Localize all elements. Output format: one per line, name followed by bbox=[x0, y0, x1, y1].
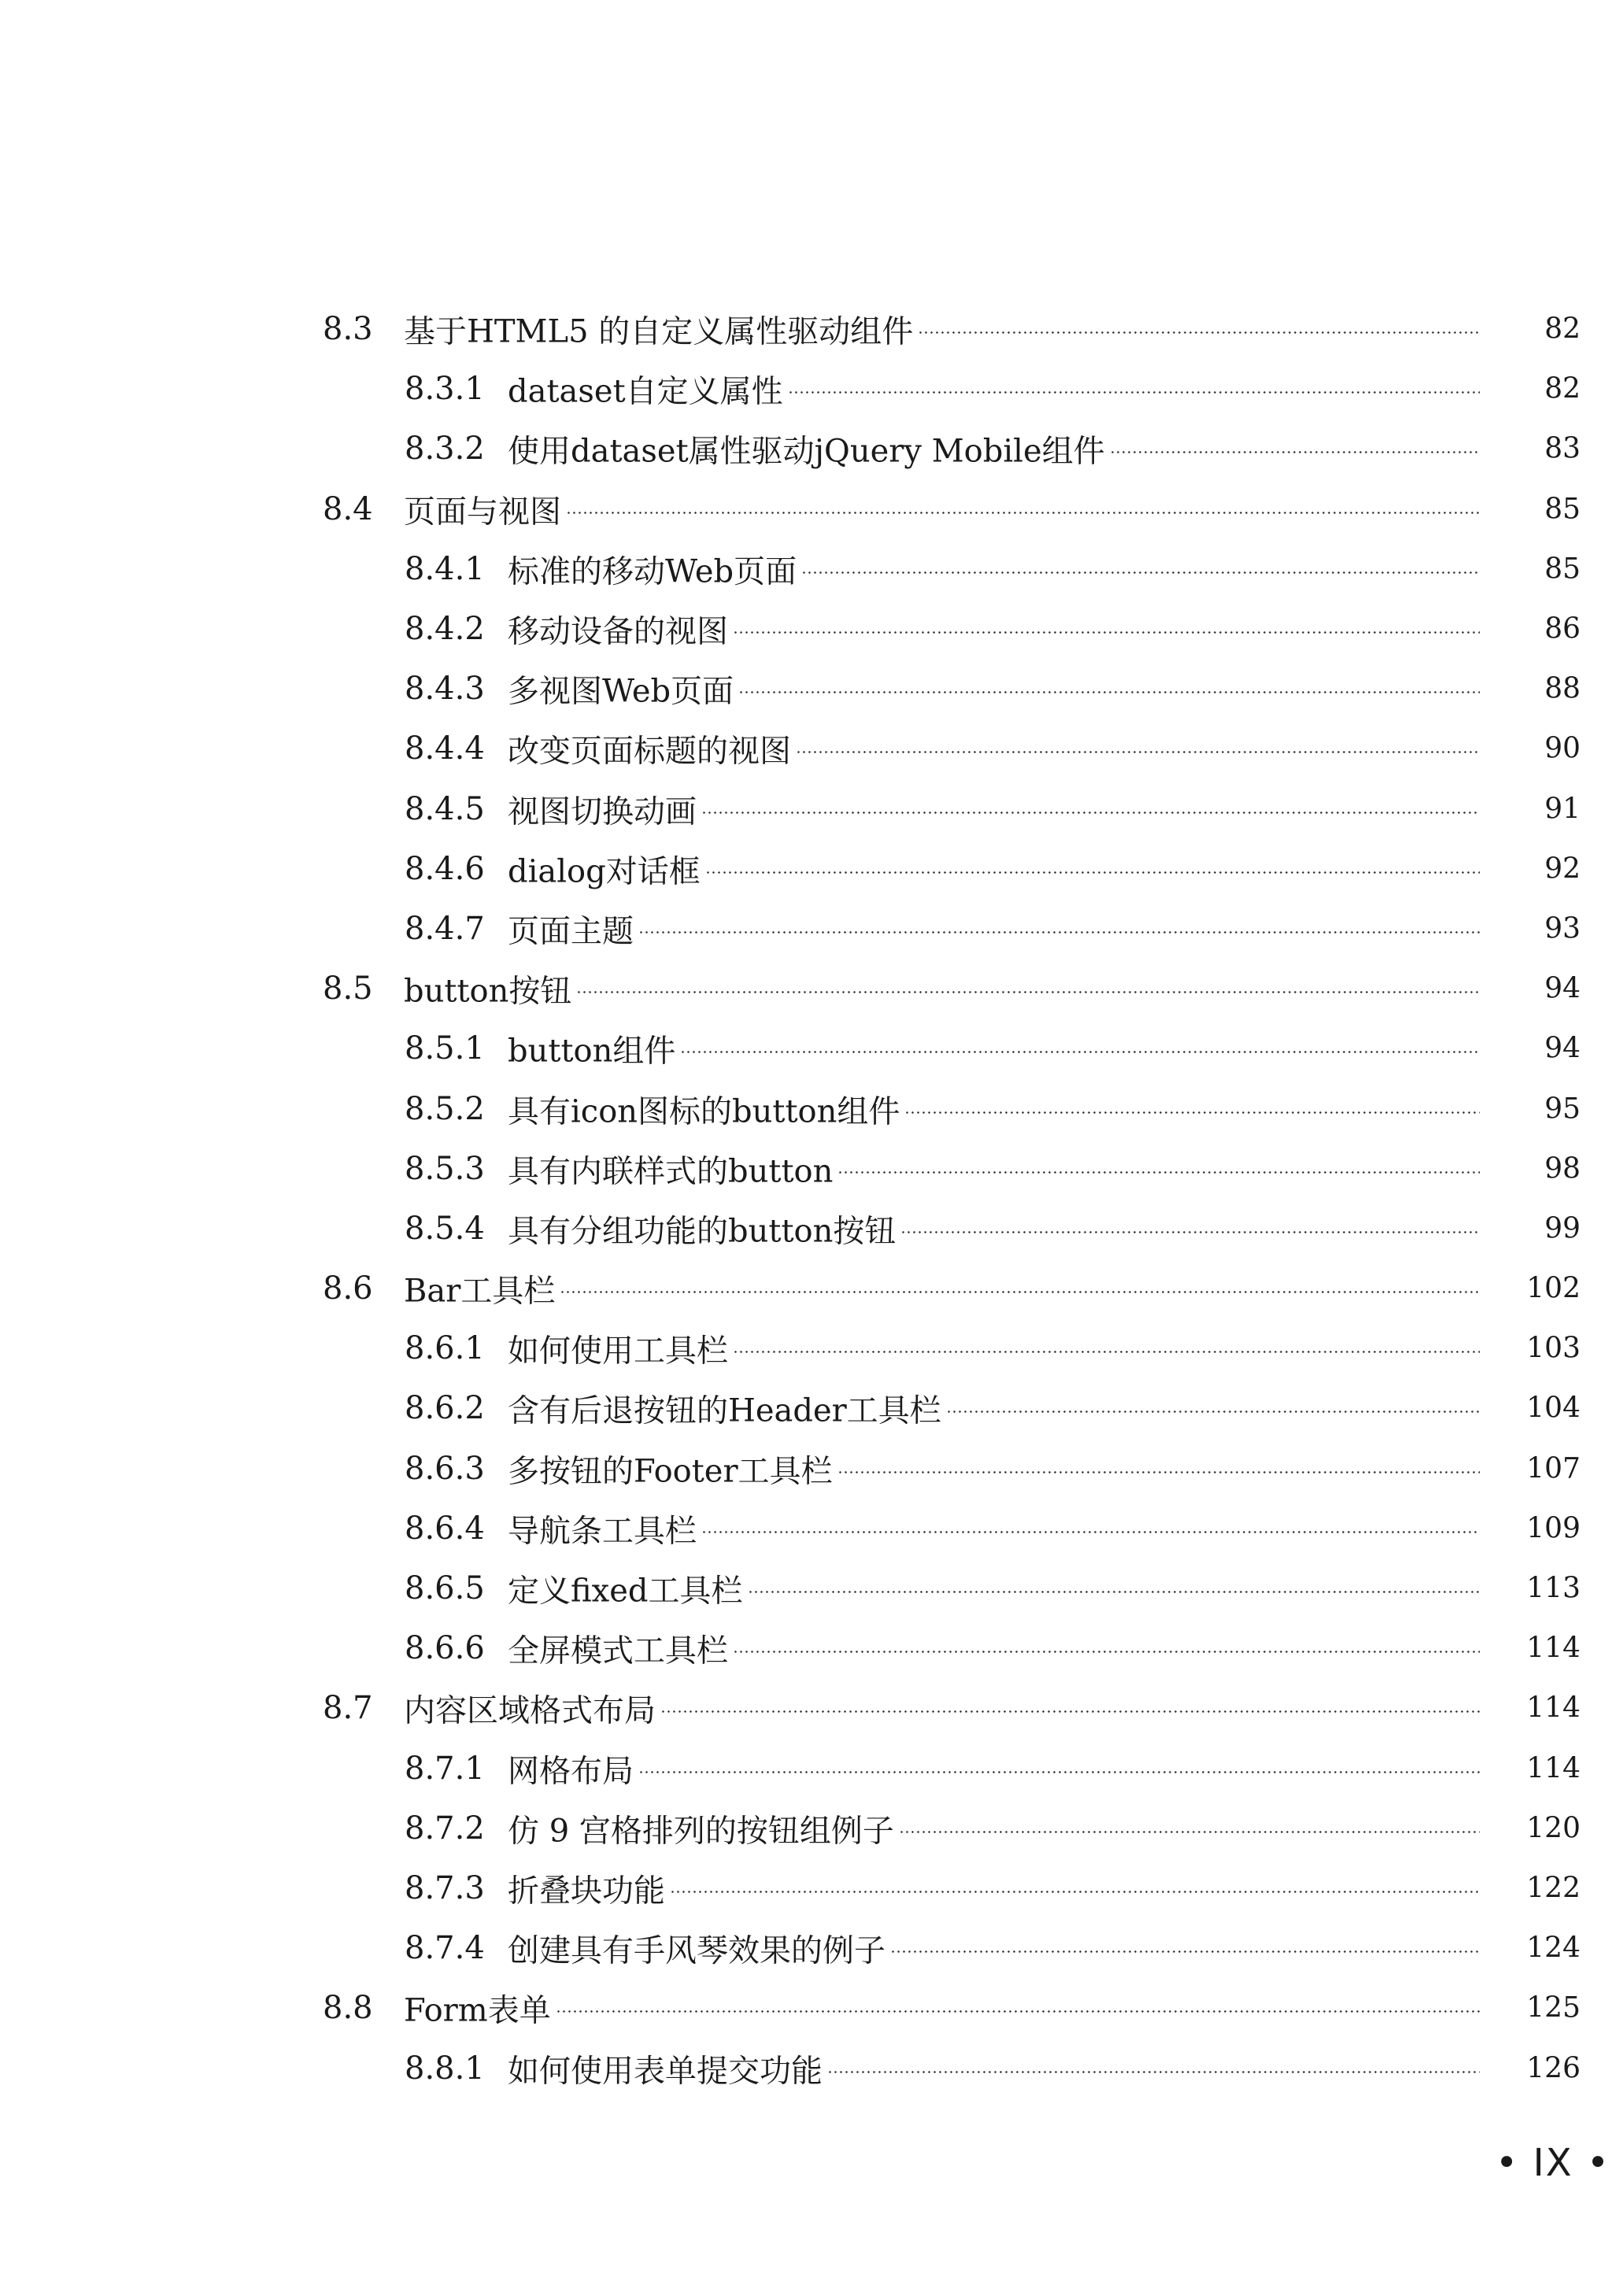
toc-entry-page-number: 107 bbox=[1526, 1452, 1581, 1485]
toc-entry-page-number: 82 bbox=[1544, 312, 1581, 346]
toc-subsection-entry bbox=[0, 599, 1612, 659]
toc-entry-number: 8.6.6 bbox=[405, 1630, 485, 1667]
toc-entry-title: 如何使用表单提交功能 bbox=[508, 2053, 823, 2090]
toc-entry-page-number: 109 bbox=[1526, 1512, 1581, 1545]
toc-entry-number: 8.6.4 bbox=[405, 1510, 485, 1547]
toc-subsection-entry bbox=[0, 1618, 1612, 1678]
toc-entry-title: 仿 9 宫格排列的按钮组例子 bbox=[508, 1813, 894, 1850]
toc-subsection-entry bbox=[0, 1139, 1612, 1199]
toc-subsection-entry bbox=[0, 839, 1612, 899]
dot-leader bbox=[566, 498, 1480, 514]
dot-leader bbox=[576, 978, 1480, 993]
dot-leader bbox=[899, 1817, 1480, 1833]
toc-entry-number: 8.6.5 bbox=[405, 1570, 485, 1607]
toc-entry-number: 8.7.4 bbox=[405, 1930, 485, 1967]
toc-entry-page-number: 120 bbox=[1526, 1812, 1581, 1845]
toc-entry-page-number: 113 bbox=[1526, 1572, 1581, 1605]
dot-leader bbox=[890, 1937, 1480, 1953]
dot-leader bbox=[946, 1397, 1480, 1413]
toc-entry-title: 视图切换动画 bbox=[508, 793, 697, 830]
toc-entry-number: 8.5.4 bbox=[405, 1210, 485, 1247]
toc-entry-page-number: 114 bbox=[1526, 1691, 1581, 1725]
toc-entry-page-number: 114 bbox=[1526, 1752, 1581, 1785]
toc-subsection-entry bbox=[0, 1318, 1612, 1378]
toc-entry-number: 8.4.7 bbox=[405, 910, 485, 947]
toc-entry-title: 多按钮的Footer工具栏 bbox=[508, 1453, 833, 1490]
toc-entry-page-number: 99 bbox=[1544, 1212, 1581, 1245]
toc-subsection-entry bbox=[0, 1199, 1612, 1259]
toc-subsection-entry bbox=[0, 1799, 1612, 1858]
toc-entry-page-number: 88 bbox=[1544, 672, 1581, 705]
toc-entry-number: 8.4.4 bbox=[405, 730, 485, 767]
toc-entry-page-number: 86 bbox=[1544, 612, 1581, 645]
dot-leader bbox=[733, 618, 1480, 634]
toc-entry-page-number: 91 bbox=[1544, 793, 1581, 826]
dot-leader bbox=[918, 318, 1480, 334]
toc-section-entry bbox=[0, 1678, 1612, 1738]
toc-entry-page-number: 124 bbox=[1526, 1932, 1581, 1965]
toc-subsection-entry bbox=[0, 779, 1612, 839]
dot-leader bbox=[1110, 438, 1480, 453]
toc-entry-page-number: 82 bbox=[1544, 372, 1581, 405]
toc-entry-page-number: 103 bbox=[1526, 1332, 1581, 1365]
toc-entry-number: 8.8 bbox=[323, 1990, 373, 2027]
toc-entry-title: 网格布局 bbox=[508, 1753, 634, 1790]
toc-entry-page-number: 85 bbox=[1544, 493, 1581, 526]
dot-leader bbox=[660, 1697, 1480, 1713]
toc-entry-page-number: 85 bbox=[1544, 553, 1581, 586]
toc-subsection-entry bbox=[0, 539, 1612, 599]
toc-entry-page-number: 95 bbox=[1544, 1093, 1581, 1126]
dot-leader bbox=[556, 1997, 1480, 2013]
dot-leader bbox=[801, 558, 1480, 574]
toc-entry-number: 8.6.3 bbox=[405, 1450, 485, 1487]
toc-entry-title: 具有内联样式的button bbox=[508, 1153, 834, 1190]
dot-leader bbox=[733, 1637, 1480, 1653]
toc-section-entry bbox=[0, 959, 1612, 1019]
toc-subsection-entry bbox=[0, 1558, 1612, 1618]
toc-entry-number: 8.5.1 bbox=[405, 1030, 485, 1067]
dot-leader bbox=[827, 2058, 1480, 2073]
toc-entry-title: 如何使用工具栏 bbox=[508, 1333, 728, 1370]
dot-leader bbox=[638, 918, 1480, 934]
toc-subsection-entry bbox=[0, 359, 1612, 419]
dot-leader bbox=[837, 1458, 1480, 1473]
toc-entry-title: 折叠块功能 bbox=[508, 1873, 665, 1910]
toc-entry-number: 8.4.6 bbox=[405, 850, 485, 887]
dot-leader bbox=[701, 798, 1480, 814]
toc-entry-title: 多视图Web页面 bbox=[508, 673, 734, 710]
dot-leader bbox=[904, 1098, 1480, 1114]
toc-entry-number: 8.4.3 bbox=[405, 671, 485, 708]
toc-entry-title: 导航条工具栏 bbox=[508, 1513, 697, 1550]
toc-entry-page-number: 122 bbox=[1526, 1872, 1581, 1905]
toc-entry-number: 8.4.2 bbox=[405, 611, 485, 648]
toc-entry-number: 8.6.2 bbox=[405, 1390, 485, 1427]
dot-leader bbox=[788, 378, 1480, 394]
toc-entry-title: 含有后退按钮的Header工具栏 bbox=[508, 1392, 941, 1429]
toc-entry-number: 8.3.2 bbox=[405, 431, 485, 468]
toc-section-entry bbox=[0, 299, 1612, 359]
toc-subsection-entry bbox=[0, 1499, 1612, 1558]
toc-entry-title: button按钮 bbox=[404, 973, 572, 1010]
toc-entry-title: 改变页面标题的视图 bbox=[508, 733, 791, 770]
dot-leader bbox=[560, 1277, 1480, 1293]
toc-section-entry bbox=[0, 479, 1612, 539]
toc-entry-number: 8.6.1 bbox=[405, 1330, 485, 1367]
toc-subsection-entry bbox=[0, 1918, 1612, 1978]
toc-subsection-entry bbox=[0, 899, 1612, 959]
toc-entry-title: dialog对话框 bbox=[508, 853, 701, 890]
toc-entry-number: 8.7.3 bbox=[405, 1869, 485, 1906]
toc-section-entry bbox=[0, 1978, 1612, 2038]
toc-entry-page-number: 125 bbox=[1526, 1991, 1581, 2024]
dot-leader bbox=[733, 1337, 1480, 1353]
toc-entry-number: 8.3.1 bbox=[405, 371, 485, 408]
toc-entry-title: 页面主题 bbox=[508, 913, 634, 950]
toc-entry-number: 8.7 bbox=[323, 1690, 373, 1727]
dot-leader bbox=[738, 678, 1480, 693]
toc-subsection-entry bbox=[0, 1378, 1612, 1438]
table-of-contents bbox=[0, 299, 1612, 2098]
toc-entry-title: 内容区域格式布局 bbox=[404, 1692, 656, 1729]
toc-entry-number: 8.4 bbox=[323, 490, 373, 527]
dot-leader bbox=[705, 858, 1480, 874]
toc-entry-title: 全屏模式工具栏 bbox=[508, 1632, 728, 1669]
toc-entry-number: 8.5.2 bbox=[405, 1090, 485, 1127]
toc-entry-title: 移动设备的视图 bbox=[508, 613, 728, 650]
toc-entry-page-number: 102 bbox=[1526, 1272, 1581, 1305]
page-folio: • IX • bbox=[1496, 2141, 1611, 2185]
dot-leader bbox=[796, 738, 1480, 753]
toc-entry-title: 创建具有手风琴效果的例子 bbox=[508, 1932, 885, 1969]
toc-entry-title: Bar工具栏 bbox=[404, 1273, 556, 1310]
toc-entry-number: 8.5.3 bbox=[405, 1150, 485, 1187]
toc-entry-title: 定义fixed工具栏 bbox=[508, 1573, 743, 1610]
toc-entry-title: Form表单 bbox=[404, 1992, 551, 2029]
toc-section-entry bbox=[0, 1259, 1612, 1318]
toc-entry-title: 标准的移动Web页面 bbox=[508, 553, 797, 590]
toc-entry-number: 8.5 bbox=[323, 971, 373, 1008]
dot-leader bbox=[701, 1518, 1480, 1533]
dot-leader bbox=[670, 1877, 1480, 1893]
dot-leader bbox=[748, 1577, 1480, 1593]
toc-entry-title: 使用dataset属性驱动jQuery Mobile组件 bbox=[508, 433, 1105, 470]
toc-subsection-entry bbox=[0, 1439, 1612, 1499]
toc-entry-title: dataset自定义属性 bbox=[508, 373, 783, 410]
toc-entry-title: 基于HTML5 的自定义属性驱动组件 bbox=[404, 313, 914, 350]
toc-entry-number: 8.4.1 bbox=[405, 550, 485, 587]
toc-entry-page-number: 83 bbox=[1544, 432, 1581, 465]
toc-subsection-entry bbox=[0, 2038, 1612, 2098]
toc-entry-title: button组件 bbox=[508, 1033, 676, 1070]
toc-subsection-entry bbox=[0, 659, 1612, 719]
toc-entry-title: 页面与视图 bbox=[404, 494, 561, 531]
toc-subsection-entry bbox=[0, 1858, 1612, 1918]
dot-leader bbox=[837, 1158, 1480, 1174]
toc-subsection-entry bbox=[0, 1019, 1612, 1078]
toc-entry-page-number: 104 bbox=[1526, 1392, 1581, 1425]
dot-leader bbox=[900, 1218, 1480, 1233]
toc-subsection-entry bbox=[0, 1078, 1612, 1138]
toc-subsection-entry bbox=[0, 419, 1612, 479]
toc-entry-page-number: 94 bbox=[1544, 1032, 1581, 1065]
toc-entry-number: 8.7.1 bbox=[405, 1750, 485, 1787]
dot-leader bbox=[638, 1758, 1480, 1773]
toc-entry-title: 具有分组功能的button按钮 bbox=[508, 1213, 897, 1250]
toc-entry-page-number: 98 bbox=[1544, 1152, 1581, 1185]
toc-subsection-entry bbox=[0, 719, 1612, 778]
toc-entry-number: 8.4.5 bbox=[405, 790, 485, 827]
toc-subsection-entry bbox=[0, 1739, 1612, 1799]
toc-entry-page-number: 90 bbox=[1544, 732, 1581, 765]
toc-entry-number: 8.6 bbox=[323, 1270, 373, 1307]
toc-entry-title: 具有icon图标的button组件 bbox=[508, 1093, 900, 1130]
toc-entry-page-number: 93 bbox=[1544, 912, 1581, 945]
toc-entry-number: 8.3 bbox=[323, 311, 373, 348]
dot-leader bbox=[680, 1037, 1480, 1053]
toc-entry-page-number: 114 bbox=[1526, 1632, 1581, 1665]
toc-entry-number: 8.8.1 bbox=[405, 2050, 485, 2087]
toc-entry-page-number: 126 bbox=[1526, 2052, 1581, 2085]
toc-entry-page-number: 92 bbox=[1544, 852, 1581, 885]
toc-entry-number: 8.7.2 bbox=[405, 1810, 485, 1847]
toc-entry-page-number: 94 bbox=[1544, 972, 1581, 1005]
